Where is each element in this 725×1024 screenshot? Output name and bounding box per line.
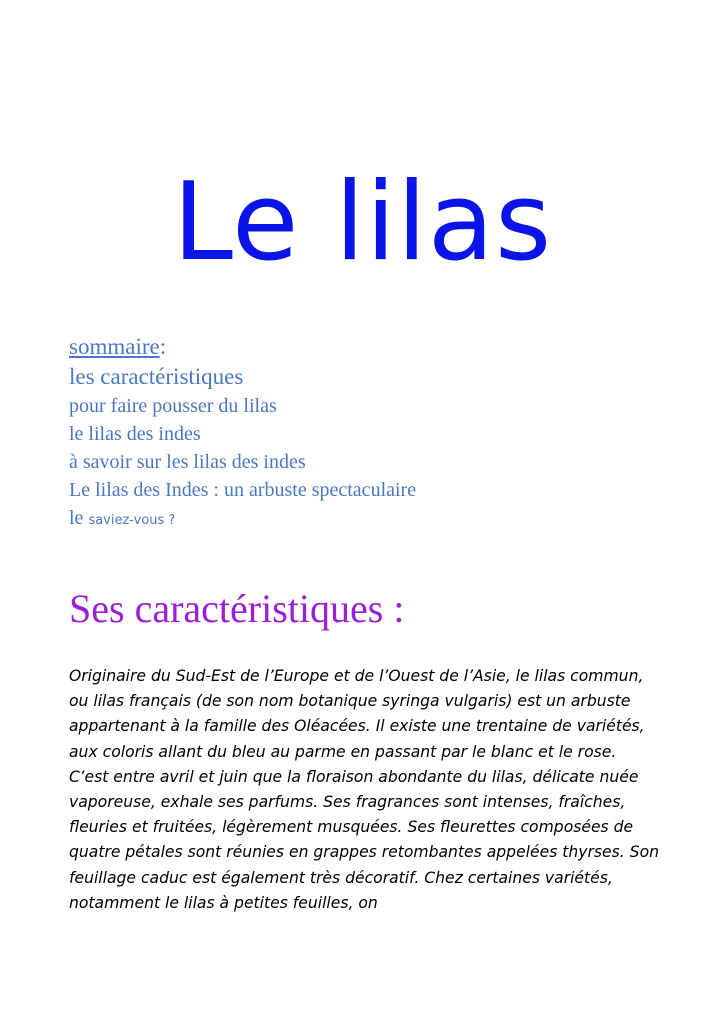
toc-item-saviez-vous-prefix: le <box>69 507 89 529</box>
section-title: Ses caractéristiques : <box>69 586 405 631</box>
table-of-contents <box>69 332 416 535</box>
toc-item-a-savoir[interactable]: à savoir sur les lilas des indes <box>69 451 306 473</box>
toc-item-saviez-vous-rest: saviez-vous ? <box>88 513 176 528</box>
toc-item-saviez-vous[interactable] <box>69 504 416 535</box>
body-paragraph-flowering: C’est entre avril et juin que la floraison abondante du lilas, délicate nuée vaporeuse, exhale ses parfums. Ses fragrances sont intenses, fraîches, fleuries et fruitées, légèrement musquées. Ses fleurettes composées de quatre pétales sont réunies en grappes retombantes appelées thyrses. Son feuillage caduc est également très décoratif. Chez certaines variétés, notamment le lilas à petites feuilles, on <box>69 767 659 912</box>
toc-item-arbuste-spectaculaire[interactable]: Le lilas des Indes : un arbuste spectaculaire <box>69 479 417 501</box>
toc-heading-colon: : <box>159 334 167 359</box>
toc-heading <box>69 332 416 362</box>
toc-item-lilas-des-indes[interactable]: le lilas des indes <box>69 423 201 445</box>
body-paragraph-origin: Originaire du Sud-Est de l’Europe et de l’Ouest de l’Asie, le lilas commun, ou lilas français (de son nom botanique syringa vulgaris) est un arbuste appartenant à la famille des Oléacées. Il existe une trentaine de variétés, aux coloris allant du bleu au parme en passant par le blanc et le rose. <box>69 667 645 761</box>
section-body <box>69 664 664 916</box>
toc-item-faire-pousser[interactable]: pour faire pousser du lilas <box>69 395 277 417</box>
document-title: Le lilas <box>172 160 553 285</box>
toc-heading-label: sommaire <box>69 334 160 359</box>
toc-item-caracteristiques[interactable]: les caractéristiques <box>69 364 244 389</box>
